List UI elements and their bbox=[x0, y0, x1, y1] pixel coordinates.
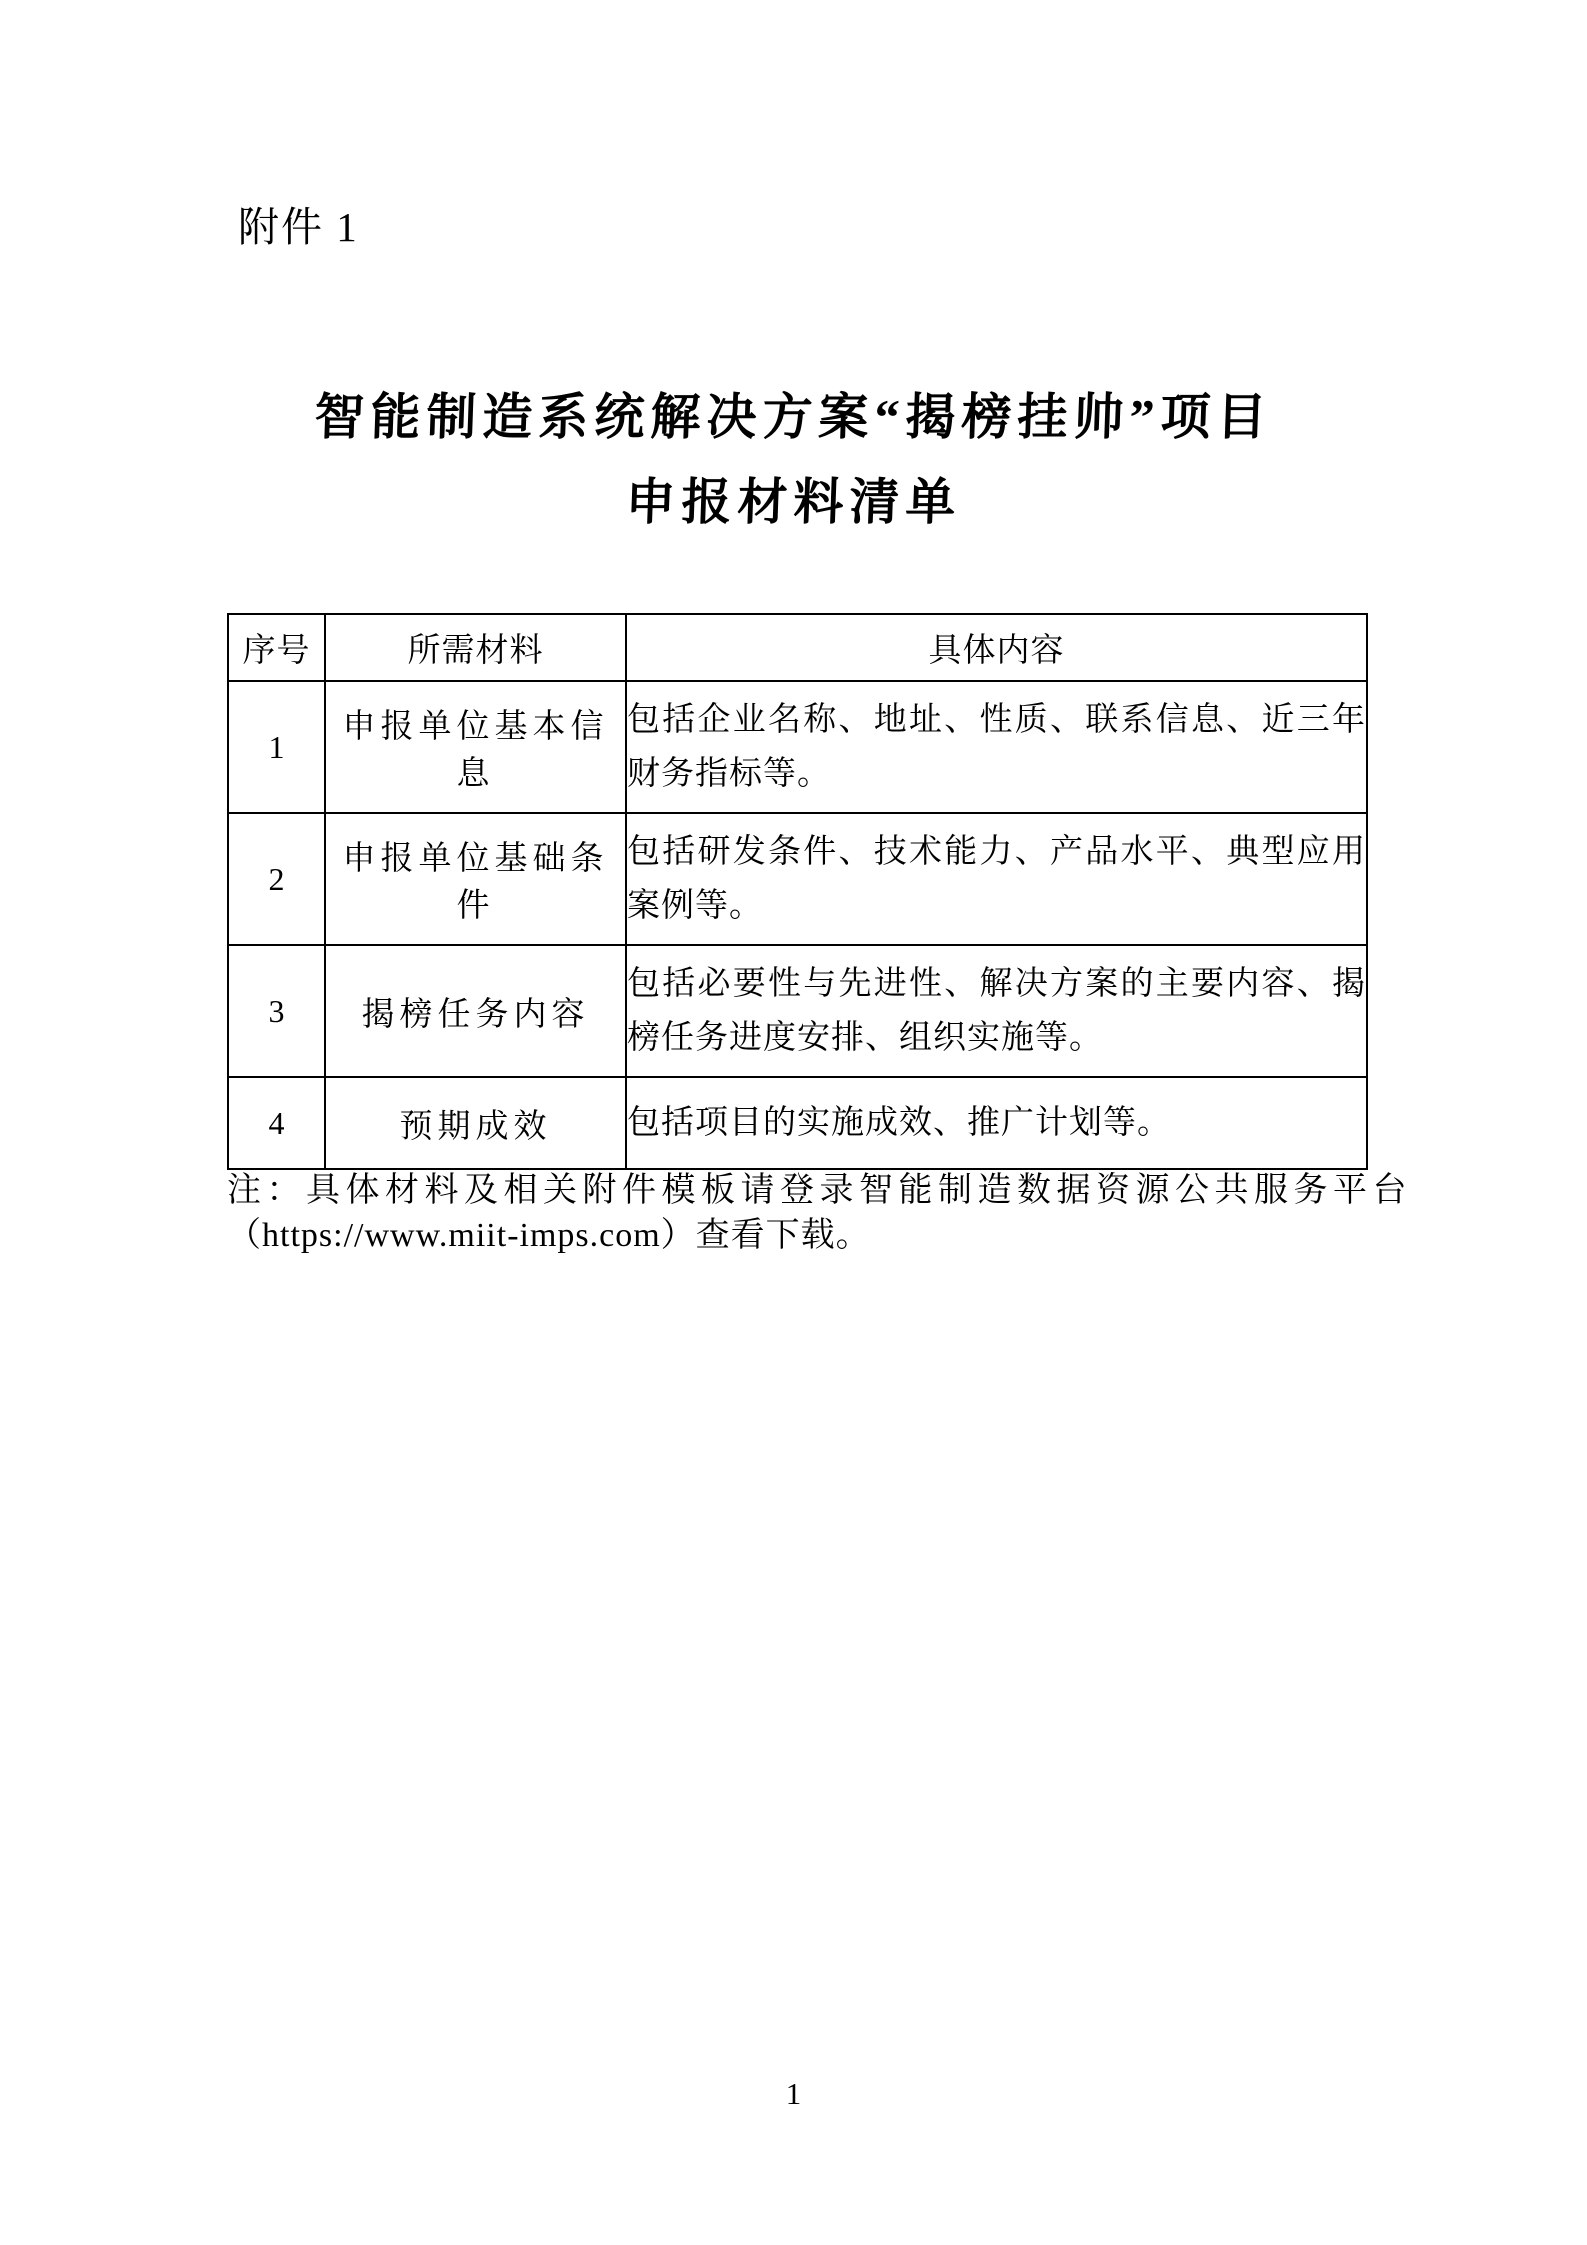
document-title-line2: 申报材料清单 bbox=[624, 474, 963, 530]
materials-table bbox=[227, 613, 1368, 1170]
table-row bbox=[228, 813, 1367, 945]
attachment-label: 附件 1 bbox=[238, 204, 359, 250]
material-content: 包括研发条件、技术能力、产品水平、典型应用案例等。 bbox=[626, 813, 1367, 945]
material-content: 包括必要性与先进性、解决方案的主要内容、揭榜任务进度安排、组织实施等。 bbox=[626, 945, 1367, 1077]
material-name: 申报单位基础条件 bbox=[325, 813, 626, 945]
column-header-no: 序号 bbox=[228, 614, 325, 681]
table-row bbox=[228, 945, 1367, 1077]
footnote-line1: 注：具体材料及相关附件模板请登录智能制造数据资源公共服务平台 bbox=[227, 1172, 1412, 1209]
row-number: 3 bbox=[228, 945, 325, 1077]
material-name: 预期成效 bbox=[325, 1077, 626, 1169]
material-content: 包括项目的实施成效、推广计划等。 bbox=[626, 1077, 1367, 1169]
footnote-line2: （https://www.miit-imps.com）查看下载。 bbox=[227, 1217, 871, 1254]
footnote bbox=[227, 1168, 1412, 1258]
document-title bbox=[0, 385, 1587, 534]
table-header-row bbox=[228, 614, 1367, 681]
column-header-material: 所需材料 bbox=[325, 614, 626, 681]
material-name: 申报单位基本信息 bbox=[325, 681, 626, 813]
page-number: 1 bbox=[785, 2076, 802, 2111]
row-number: 2 bbox=[228, 813, 325, 945]
material-content: 包括企业名称、地址、性质、联系信息、近三年财务指标等。 bbox=[626, 681, 1367, 813]
row-number: 1 bbox=[228, 681, 325, 813]
column-header-content: 具体内容 bbox=[626, 614, 1367, 681]
material-name: 揭榜任务内容 bbox=[325, 945, 626, 1077]
row-number: 4 bbox=[228, 1077, 325, 1169]
document-title-line1: 智能制造系统解决方案“揭榜挂帅”项目 bbox=[313, 389, 1274, 445]
table-row bbox=[228, 681, 1367, 813]
table-row bbox=[228, 1077, 1367, 1169]
